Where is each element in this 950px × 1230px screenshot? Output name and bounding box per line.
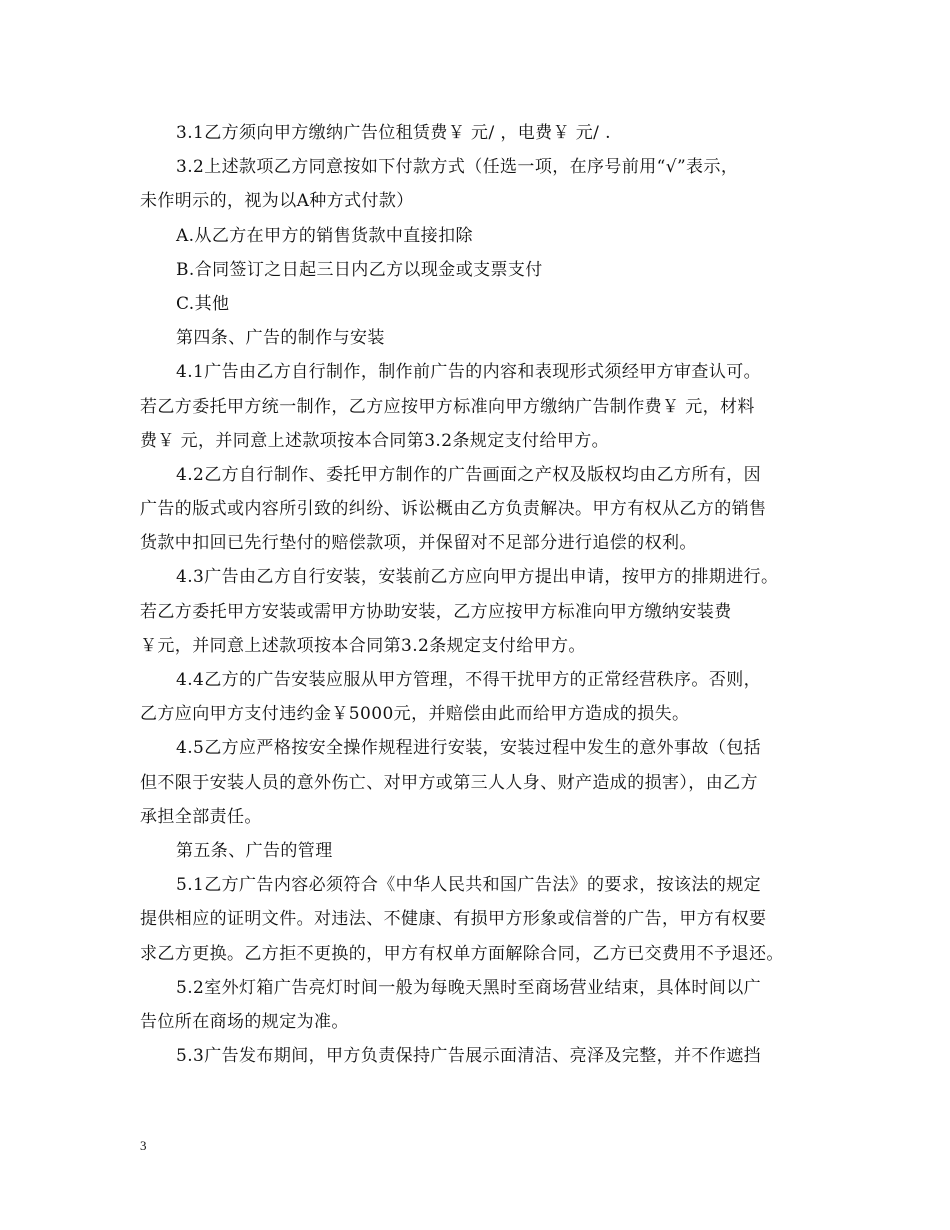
clause-5-1-line-1: 5.1乙方广告内容必须符合《中华人民共和国广告法》的要求，按该法的规定	[176, 875, 762, 896]
clause-4-5-line-1: 4.5乙方应严格按安全操作规程进行安装，安装过程中发生的意外事故（包括	[176, 738, 762, 759]
clause-4-3-line-1: 4.3广告由乙方自行安装，安装前乙方应向甲方提出申请，按甲方的排期进行。	[176, 567, 779, 588]
clause-4-5-line-3: 承担全部责任。	[140, 806, 262, 827]
clause-4-4-line-2: 乙方应向甲方支付违约金￥5000元，并赔偿由此而给甲方造成的损失。	[140, 704, 690, 725]
article-4-heading: 第四条、广告的制作与安装	[176, 328, 385, 349]
page-number: 3	[140, 1138, 147, 1153]
clause-3-2-line-2: 未作明示的，视为以A种方式付款）	[140, 191, 414, 212]
payment-option-c: C.其他	[176, 293, 230, 314]
clause-5-2-line-2: 告位所在商场的规定为准。	[140, 1011, 349, 1032]
clause-4-2-line-2: 广告的版式或内容所引致的纠纷、诉讼概由乙方负责解决。甲方有权从乙方的销售	[140, 499, 767, 520]
clause-5-3-line-1: 5.3广告发布期间，甲方负责保持广告展示面清洁、亮泽及完整，并不作遮挡	[176, 1046, 762, 1067]
clause-4-2-line-3: 货款中扣回已先行垫付的赔偿款项，并保留对不足部分进行追偿的权利。	[140, 533, 697, 554]
clause-5-1-line-2: 提供相应的证明文件。对违法、不健康、有损甲方形象或信誉的广告，甲方有权要	[140, 909, 767, 930]
clause-4-1-line-1: 4.1广告由乙方自行制作，制作前广告的内容和表现形式须经甲方审查认可。	[176, 362, 762, 383]
clause-3-1-line-1: 3.1乙方须向甲方缴纳广告位租赁费￥ 元/ ，电费￥ 元/ .	[176, 123, 611, 143]
clause-5-1-line-3: 求乙方更换。乙方拒不更换的，甲方有权单方面解除合同，乙方已交费用不予退还。	[140, 943, 784, 964]
clause-3-2-line-1: 3.2上述款项乙方同意按如下付款方式（任选一项，在序号前用“√”表示，	[176, 157, 739, 178]
article-5-heading: 第五条、广告的管理	[176, 840, 333, 861]
clause-4-1-line-3: 费￥ 元，并同意上述款项按本合同第3.2条规定支付给甲方。	[140, 430, 610, 451]
clause-4-3-line-2: 若乙方委托甲方安装或需甲方协助安装，乙方应按甲方标准向甲方缴纳安装费	[140, 601, 732, 622]
document-body	[140, 116, 820, 1073]
payment-option-b: B.合同签订之日起三日内乙方以现金或支票支付	[176, 259, 543, 280]
clause-4-5-line-2: 但不限于安装人员的意外伤亡、对甲方或第三人人身、财产造成的损害），由乙方	[140, 772, 758, 793]
payment-option-a: A.从乙方在甲方的销售货款中直接扣除	[176, 225, 473, 246]
clause-4-1-line-2: 若乙方委托甲方统一制作，乙方应按甲方标准向甲方缴纳广告制作费￥ 元，材料	[140, 396, 755, 417]
clause-4-2-line-1: 4.2乙方自行制作、委托甲方制作的广告画面之产权及版权均由乙方所有，因	[176, 464, 762, 485]
clause-4-3-line-3: ￥元，并同意上述款项按本合同第3.2条规定支付给甲方。	[140, 635, 586, 656]
clause-4-4-line-1: 4.4乙方的广告安装应服从甲方管理，不得干扰甲方的正常经营秩序。否则，	[176, 670, 762, 690]
clause-5-2-line-1: 5.2室外灯箱广告亮灯时间一般为每晚天黑时至商场营业结束，具体时间以广	[176, 977, 762, 998]
